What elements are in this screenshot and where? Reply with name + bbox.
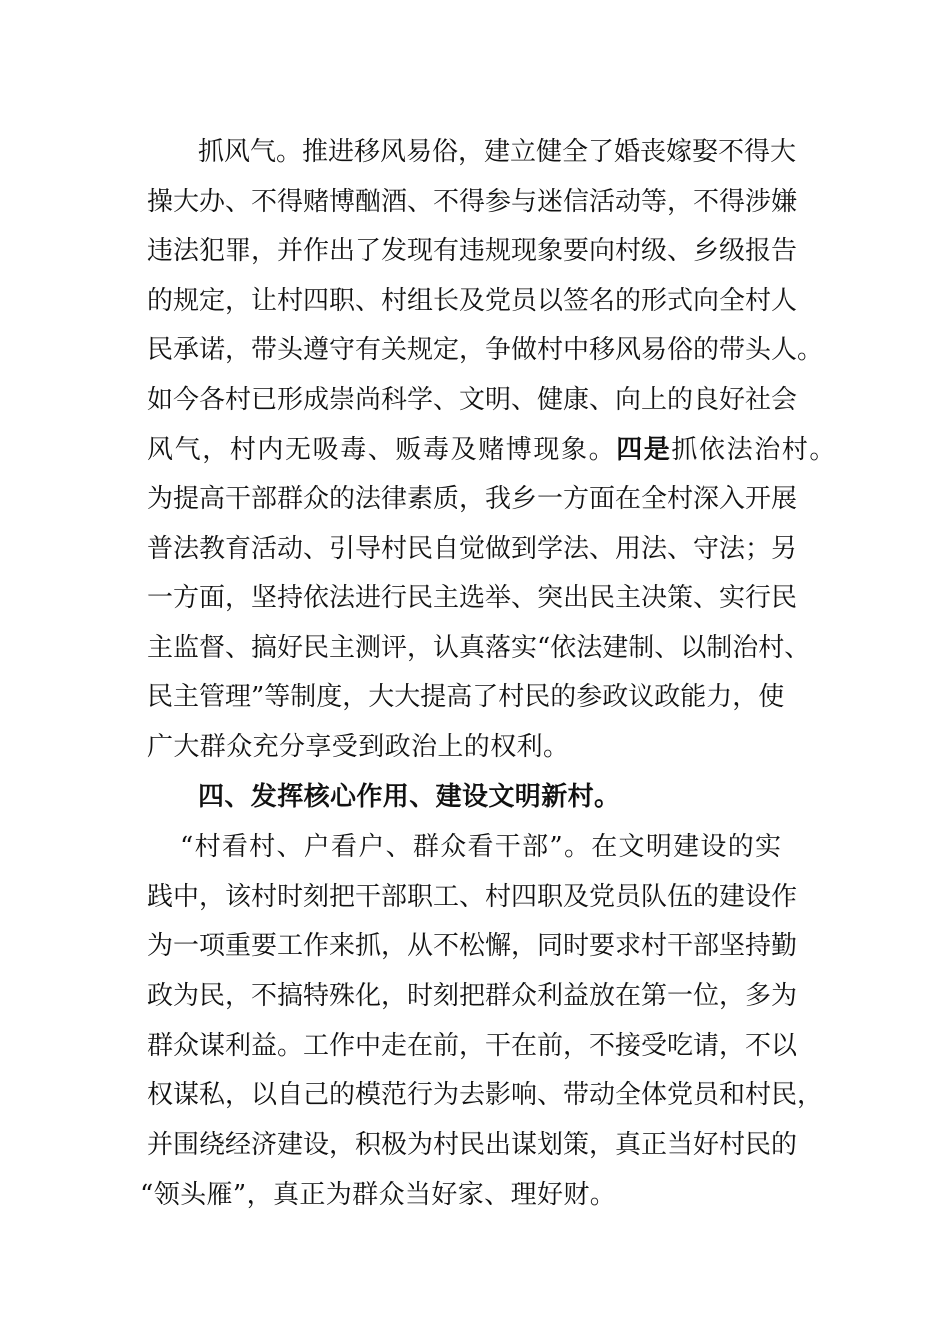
paragraph-line: 违法犯罪，并作出了发现有违规现象要向村级、乡级报告	[147, 236, 798, 266]
paragraph-line: 广大群众充分享受到政治上的权利。	[147, 732, 570, 762]
paragraph-line: 民主管理”等制度，大大提高了村民的参政议政能力，使	[147, 682, 785, 712]
paragraph-line: 政为民，不搞特殊化，时刻把群众利益放在第一位，多为	[147, 981, 798, 1011]
paragraph-line: 的规定，让村四职、村组长及党员以签名的形式向全村人	[147, 286, 798, 316]
paragraph-line: 主监督、搞好民主测评，认真落实“依法建制、以制治村、	[147, 633, 811, 663]
paragraph-line: 并围绕经济建设，积极为村民出谋划策，真正当好村民的	[147, 1130, 798, 1160]
paragraph-line	[147, 425, 838, 475]
paragraph-line: 民承诺，带头遵守有关规定，争做村中移风易俗的带头人。	[147, 335, 824, 365]
paragraph-line: 抓风气。推进移风易俗，建立健全了婚丧嫁娶不得大	[198, 137, 797, 167]
paragraph-line: 一方面，坚持依法进行民主选举、突出民主决策、实行民	[147, 583, 798, 613]
line-text: 风气，村内无吸毒、贩毒及赌博现象。	[147, 435, 617, 465]
paragraph-line: “村看村、户看户、群众看干部”。在文明建设的实	[180, 832, 781, 862]
paragraph-line: 为提高干部群众的法律素质，我乡一方面在全村深入开展	[147, 484, 798, 514]
paragraph-line: 操大办、不得赌博酗酒、不得参与迷信活动等，不得涉嫌	[147, 187, 798, 217]
paragraph-line: “领头雁”，真正为群众当好家、理好财。	[140, 1180, 617, 1210]
paragraph-line: 如今各村已形成崇尚科学、文明、健康、向上的良好社会	[147, 385, 798, 415]
section-heading: 四、发挥核心作用、建设文明新村。	[198, 782, 621, 812]
paragraph-line: 群众谋利益。工作中走在前，干在前，不接受吃请，不以	[147, 1031, 798, 1061]
paragraph-line: 践中，该村时刻把干部职工、村四职及党员队伍的建设作	[147, 882, 798, 912]
line-text: 抓依法治村。	[671, 435, 838, 465]
paragraph-line: 普法教育活动、引导村民自觉做到学法、用法、守法；另	[147, 534, 798, 564]
paragraph-line: 权谋私，以自己的模范行为去影响、带动全体党员和村民，	[147, 1080, 824, 1110]
bold-lead-in: 四是	[616, 435, 672, 465]
paragraph-line: 为一项重要工作来抓，从不松懈，同时要求村干部坚持勤	[147, 931, 798, 961]
